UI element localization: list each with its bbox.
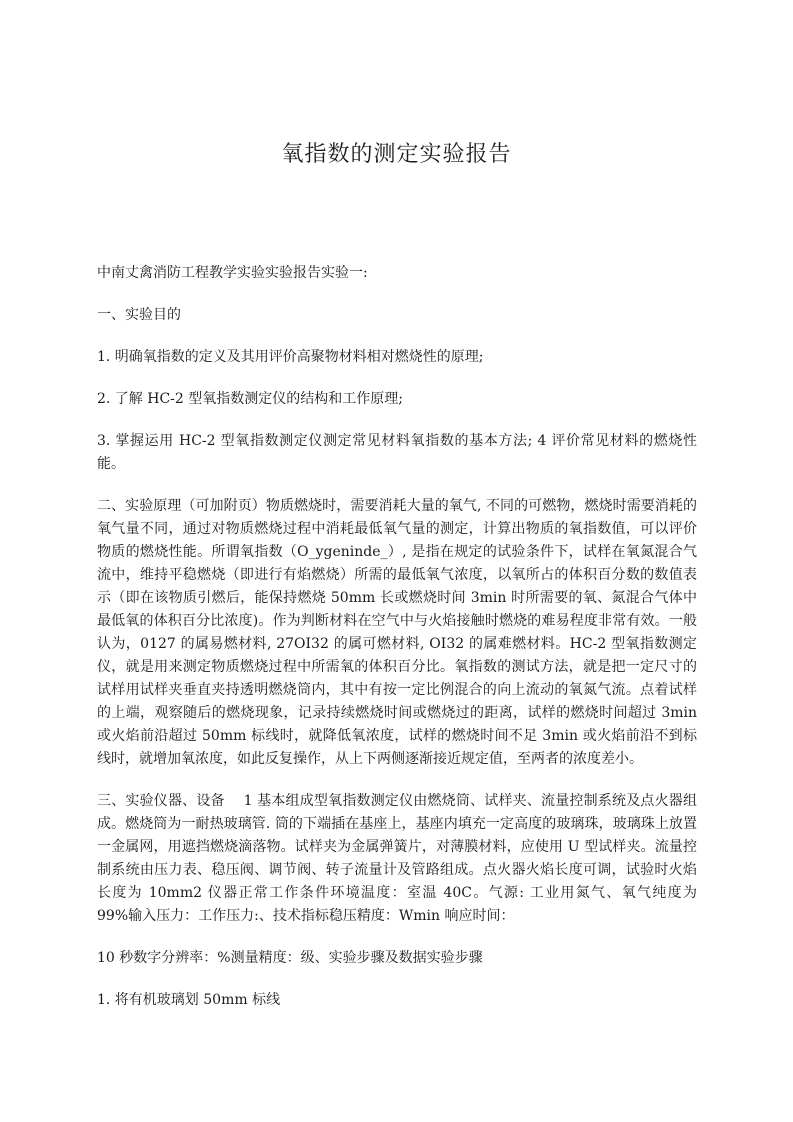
paragraph-equipment: 三、实验仪器、设备 1 基本组成型氧指数测定仪由燃烧筒、试样夹、流量控制系统及点火器组成。燃烧筒为一耐热玻璃管. 筒的下端插在基座上，基座内填充一定高度的玻璃珠，玻璃珠上放置一金属网，用遮挡燃烧滴落物。试样夹为金属弹簧片，对薄膜材料，应使用 U 型试样夹。流量控制系统由压力表、稳压阀、调节阀、转子流量计及管路组成。点火器火焰长度可调，试验时火焰长度为 10mm2 仪器正常工作条件环境温度：室温 40C。气源: 工业用氮气、氧气纯度为 99%输入压力：工作压力:、技术指标稳压精度：Wmin 响应时间： [97, 793, 725, 924]
document-title: 氧指数的测定实验报告 [281, 142, 512, 167]
document-body [97, 262, 725, 1031]
purpose-item-2: 2. 了解 HC-2 型氧指数测定仪的结构和工作原理; [97, 391, 403, 407]
purpose-item-1: 1. 明确氧指数的定义及其用评价高聚物材料相对燃烧性的原理; [97, 349, 484, 365]
step-item-1: 1. 将有机玻璃划 50mm 标线 [97, 992, 281, 1008]
paragraph-principle: 二、实验原理（可加附页）物质燃烧时，需要消耗大量的氧气, 不同的可燃物，燃烧时需要消耗的氧气量不同，通过对物质燃烧过程中消耗最低氧气量的测定，计算出物质的氧指数值，可以评价物质的燃烧性能。所谓氧指数（O_ygeninde_）, 是指在规定的试验条件下，试样在氧氮混合气流中，维持平稳燃烧（即进行有焰燃烧）所需的最低氧气浓度，以氧所占的体积百分数的数值表示（即在该物质引燃后，能保持燃烧 50mm 长或燃烧时间 3min 时所需要的氧、氮混合气体中最低氧的体积百分比浓度)。作为判断材料在空气中与火焰接触时燃烧的难易程度非常有效。一般认为，0127 的属易燃材料, 27OI32 的属可燃材料, OI32 的属难燃材料。HC-2 型氧指数测定仪，就是用来测定物质燃烧过程中所需氧的体积百分比。氧指数的测试方法，就是把一定尺寸的试样用试样夹垂直夹持透明燃烧筒内，其中有按一定比例混合的向上流动的氧氮气流。点着试样的上端，观察随后的燃烧现象，记录持续燃烧时间或燃烧过的距离，试样的燃烧时间超过 3min 或火焰前沿超过 50mm 标线时，就降低氧浓度，试样的燃烧时间不足 3min 或火焰前沿不到标线时，就增加氧浓度，如此反复操作，从上下两侧逐渐接近规定值，至两者的浓度差小。 [97, 498, 697, 767]
purpose-item-3: 3. 掌握运用 HC-2 型氧指数测定仪测定常见材料氧指数的基本方法; 4 评价常见材料的燃烧性能。 [97, 433, 697, 472]
paragraph-resolution: 10 秒数字分辨率：%测量精度：级、实验步骤及数据实验步骤 [97, 950, 483, 966]
paragraph-header-line: 中南丈禽消防工程教学实验实验报告实验一: [97, 265, 368, 281]
section-heading-purpose: 一、实验目的 [97, 307, 181, 323]
